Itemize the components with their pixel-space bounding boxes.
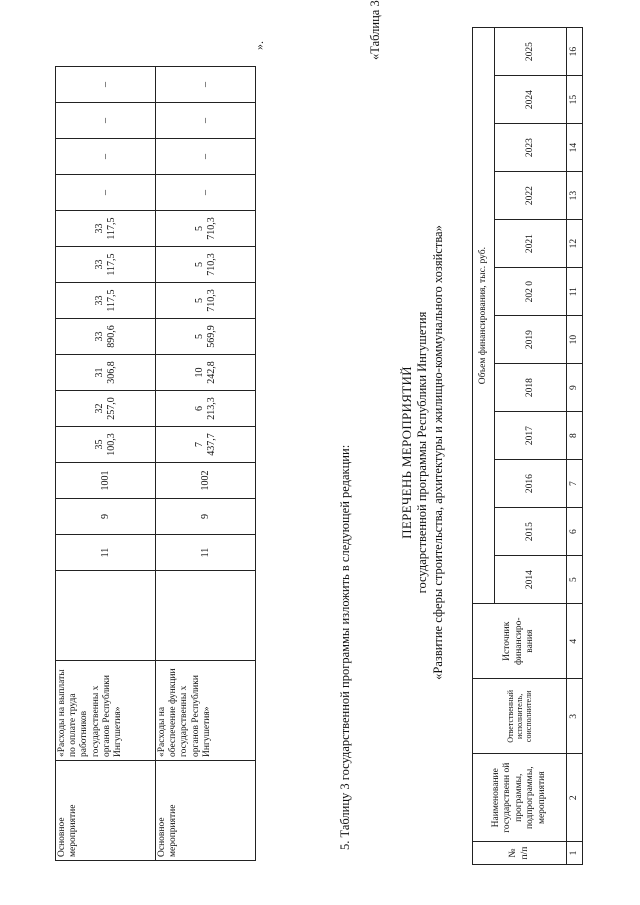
value-cell: 5 710,3 — [156, 247, 256, 283]
column-number-cell: 1 — [567, 842, 583, 865]
value-cell: 6 213,3 — [156, 391, 256, 427]
column-number-cell: 6 — [567, 508, 583, 556]
value-cell: – — [156, 139, 256, 175]
column-number-cell: 10 — [567, 316, 583, 364]
value-cell: 5 569,9 — [156, 319, 256, 355]
value-cell: 33 117,5 — [56, 247, 156, 283]
column-number-cell: 14 — [567, 124, 583, 172]
column-number-cell: 9 — [567, 364, 583, 412]
value-cell: 31 306,8 — [56, 355, 156, 391]
year-header-cell: 2015 — [495, 508, 567, 556]
row-code-cell: 9 — [156, 499, 256, 535]
row-name-cell: «Расходы на обеспечение функции государственны х органов Республики Ингушетия» — [156, 661, 256, 761]
value-cell: 33 117,5 — [56, 211, 156, 247]
column-number-cell: 8 — [567, 412, 583, 460]
column-number-cell: 2 — [567, 754, 583, 842]
row-type-cell: Основное мероприятие — [156, 761, 256, 861]
value-cell: – — [56, 175, 156, 211]
year-header-cell: 2019 — [495, 316, 567, 364]
value-cell: – — [156, 175, 256, 211]
table-row — [56, 31, 156, 861]
year-header-cell: 2025 — [495, 28, 567, 76]
year-header-cell: 2016 — [495, 460, 567, 508]
row-type-cell: Основное мероприятие — [56, 761, 156, 861]
column-number-cell: 16 — [567, 28, 583, 76]
column-number-cell: 13 — [567, 172, 583, 220]
year-header-cell: 2017 — [495, 412, 567, 460]
year-header-cell: 2024 — [495, 76, 567, 124]
row-code-cell: 1001 — [56, 463, 156, 499]
table-3-header — [472, 27, 583, 865]
row-source-cell — [156, 571, 256, 661]
value-cell: 5 710,3 — [156, 283, 256, 319]
program-name: «Развитие сферы строительства, архитектуры и жилищно-коммунального хозяйства» — [431, 225, 445, 680]
value-cell: 33 117,5 — [56, 283, 156, 319]
table-reference: «Таблица 3 — [368, 0, 382, 60]
header-executor: Ответственный исполнитель, соисполнители — [473, 679, 567, 754]
column-number-cell: 7 — [567, 460, 583, 508]
value-cell: 32 257,0 — [56, 391, 156, 427]
upper-table-continuation — [55, 30, 256, 861]
column-number-cell: 12 — [567, 220, 583, 268]
amendment-note: 5. Таблицу 3 государственной программы изложить в следующей редакции: — [338, 444, 352, 850]
row-code-cell: 9 — [56, 499, 156, 535]
value-cell: – — [156, 67, 256, 103]
year-header-cell: 2021 — [495, 220, 567, 268]
year-header-cell: 2022 — [495, 172, 567, 220]
column-number-cell: 15 — [567, 76, 583, 124]
year-header-cell: 2023 — [495, 124, 567, 172]
closing-quote-mark: ». — [252, 41, 266, 50]
header-name: Наименование государственн ой программы, подпрограммы, мероприятия — [473, 754, 567, 842]
value-cell: – — [56, 67, 156, 103]
header-source: Источник финансиро- вания — [473, 604, 567, 679]
value-cell: 7 437,7 — [156, 427, 256, 463]
row-code-cell: 1002 — [156, 463, 256, 499]
year-header-cell: 202 0 — [495, 268, 567, 316]
value-cell: – — [56, 139, 156, 175]
list-subtitle: государственной программы Республики Ингушетия — [415, 311, 429, 594]
list-title: ПЕРЕЧЕНЬ МЕРОПРИЯТИЙ — [399, 366, 414, 539]
row-code-cell: 11 — [56, 535, 156, 571]
column-number-cell: 5 — [567, 556, 583, 604]
column-number-cell: 4 — [567, 604, 583, 679]
column-number-cell: 11 — [567, 268, 583, 316]
value-cell: – — [156, 103, 256, 139]
row-source-cell — [56, 571, 156, 661]
row-code-cell: 11 — [156, 535, 256, 571]
header-num: № п/п — [473, 842, 567, 865]
row-name-cell: «Расходы на выплаты по оплате труда работников государственны х органов Республики Ингушетия» — [56, 661, 156, 761]
column-number-cell: 3 — [567, 679, 583, 754]
year-header-cell: 2014 — [495, 556, 567, 604]
value-cell: 33 890,6 — [56, 319, 156, 355]
year-header-cell: 2018 — [495, 364, 567, 412]
value-cell: 35 100,3 — [56, 427, 156, 463]
value-cell: 5 710,3 — [156, 211, 256, 247]
value-cell: – — [56, 103, 156, 139]
header-volume: Объем финансирования, тыс. руб. — [473, 28, 495, 604]
table-row — [156, 31, 256, 861]
value-cell: 10 242,8 — [156, 355, 256, 391]
